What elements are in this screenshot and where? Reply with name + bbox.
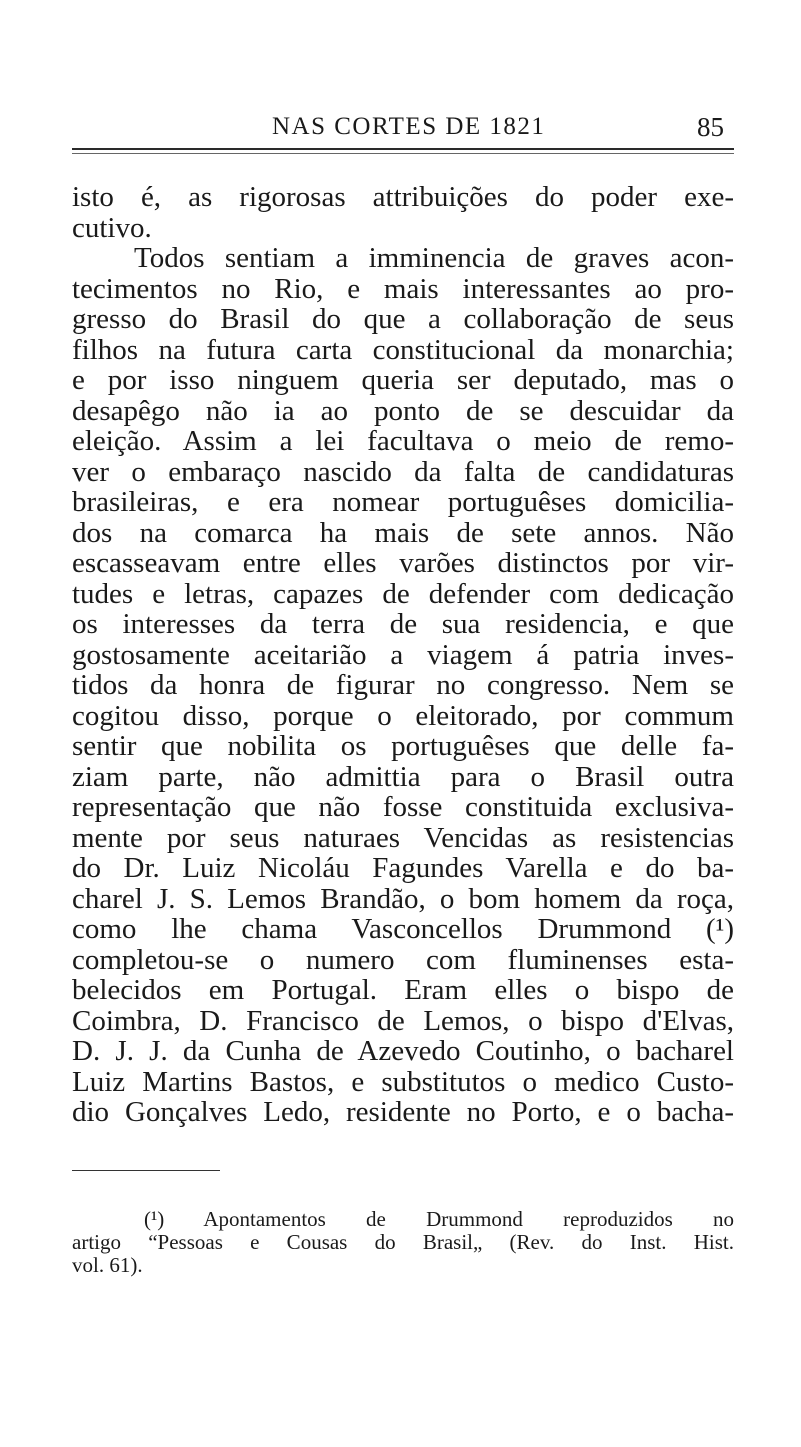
text-line: charel J. S. Lemos Brandão, o bom homem da roça,: [72, 882, 734, 915]
footnote-line: (¹) Apontamentos de Drummond reproduzidos no: [144, 1207, 734, 1231]
text-line: do Dr. Luiz Nicoláu Fagundes Varella e do ba-: [72, 852, 734, 884]
text-line: tecimentos no Rio, e mais interessantes ao pro-: [72, 272, 734, 305]
header-rule-thin: [72, 153, 734, 154]
text-line: completou-se o numero com fluminenses esta-: [72, 943, 734, 976]
header-rule: [72, 148, 734, 150]
body-text: [72, 182, 734, 1128]
text-line: filhos na futura carta constitucional da monarchia;: [72, 333, 734, 366]
text-line: brasileiras, e era nomear portuguêses domicilia-: [72, 486, 734, 518]
text-line: cogitou disso, porque o eleitorado, por commum: [72, 699, 734, 732]
footnote: [72, 1208, 734, 1277]
footnote-line: artigo “Pessoas e Cousas do Brasil„ (Rev. do Inst. Hist.: [72, 1230, 734, 1254]
text-line: tidos da honra de figurar no congresso. Nem se: [72, 669, 734, 701]
text-line: mente por seus naturaes Vencidas as resistencias: [72, 821, 734, 854]
text-line: como lhe chama Vasconcellos Drummond (¹): [72, 913, 734, 945]
text-line: D. J. J. da Cunha de Azevedo Coutinho, o bacharel: [72, 1035, 734, 1067]
footnote-line: vol. 61).: [72, 1253, 143, 1277]
text-line: os interesses da terra de sua residencia, e que: [72, 608, 734, 640]
running-head: [72, 107, 734, 147]
text-line: escasseavam entre elles varões distinctos por vir-: [72, 547, 734, 579]
text-line: ziam parte, não admittia para o Brasil outra: [72, 760, 734, 793]
text-line: Coimbra, D. Francisco de Lemos, o bispo d'Elvas,: [72, 1004, 734, 1037]
page-number: 85: [697, 112, 724, 142]
footnote-rule: [72, 1170, 220, 1171]
text-line: gostosamente aceitarião a viagem á patria inves-: [72, 638, 734, 671]
text-line: isto é, as rigorosas attribuições do poder exe-: [72, 181, 734, 213]
text-line: Todos sentiam a imminencia de graves acon-: [134, 242, 734, 274]
text-line: Luiz Martins Bastos, e substitutos o medico Custo-: [72, 1065, 734, 1098]
text-line: ver o embaraço nascido da falta de candidaturas: [72, 455, 734, 488]
text-line: representação que não fosse constituida exclusiva-: [72, 791, 734, 823]
text-line: dio Gonçalves Ledo, residente no Porto, e o bacha-: [72, 1096, 734, 1128]
text-line: desapêgo não ia ao ponto de se descuidar da: [72, 394, 734, 427]
text-line: belecidos em Portugal. Eram elles o bispo de: [72, 974, 734, 1006]
text-line: sentir que nobilita os portuguêses que delle fa-: [72, 730, 734, 762]
text-line: tudes e letras, capazes de defender com dedicação: [72, 577, 734, 610]
text-line: e por isso ninguem queria ser deputado, mas o: [72, 364, 734, 396]
text-line: cutivo.: [72, 211, 152, 244]
text-line: gresso do Brasil do que a collaboração de seus: [72, 303, 734, 335]
text-line: eleição. Assim a lei facultava o meio de remo-: [72, 425, 734, 457]
running-title: NAS CORTES DE 1821: [272, 113, 546, 140]
text-line: dos na comarca ha mais de sete annos. Não: [72, 516, 734, 549]
